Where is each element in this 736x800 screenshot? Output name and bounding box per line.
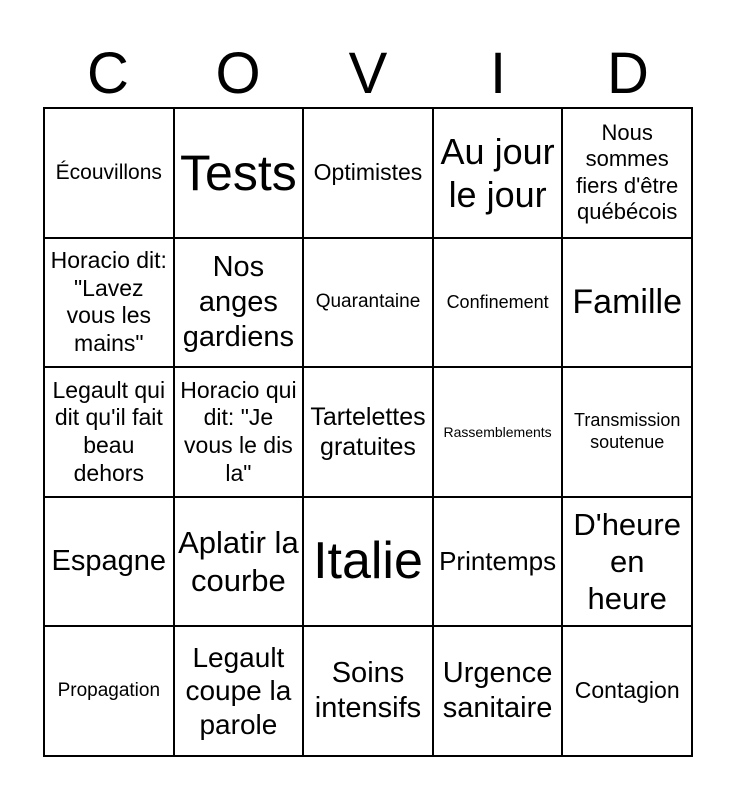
- bingo-cell-label: Rassemblements: [443, 423, 552, 440]
- bingo-cell[interactable]: [433, 367, 563, 497]
- bingo-cell[interactable]: [44, 497, 174, 627]
- bingo-cell[interactable]: [174, 497, 304, 627]
- bingo-cell-label: Urgence sanitaire: [442, 657, 553, 725]
- bingo-cell[interactable]: [562, 626, 692, 756]
- header-letter-i: I: [489, 41, 507, 106]
- bingo-cell-label: Tartelettes gratuites: [310, 402, 426, 461]
- bingo-cell[interactable]: [562, 497, 692, 627]
- bingo-board: [43, 107, 693, 757]
- bingo-cell-label: Nous sommes fiers d'être québécois: [576, 120, 679, 225]
- bingo-cell-label: Soins intensifs: [314, 657, 422, 725]
- bingo-cell-label: Horacio dit: "Lavez vous les mains": [50, 247, 167, 356]
- bingo-cell[interactable]: [44, 367, 174, 497]
- bingo-cell[interactable]: [174, 626, 304, 756]
- bingo-cell[interactable]: [433, 626, 563, 756]
- bingo-cell-label: Propagation: [57, 679, 161, 701]
- bingo-cell-label: Tests: [180, 144, 297, 201]
- bingo-cell[interactable]: [433, 497, 563, 627]
- bingo-cell-label: Confinement: [446, 291, 549, 312]
- bingo-cell-label: Aplatir la courbe: [178, 525, 299, 598]
- bingo-cell-label: Legault qui dit qu'il fait beau dehors: [52, 376, 166, 486]
- bingo-cell-label: Legault coupe la parole: [185, 641, 292, 740]
- header-letter-v: V: [348, 41, 388, 106]
- bingo-cell[interactable]: [562, 367, 692, 497]
- bingo-cell-label: Contagion: [574, 677, 680, 704]
- bingo-header: [43, 40, 693, 108]
- bingo-cell[interactable]: [44, 626, 174, 756]
- bingo-cell[interactable]: [303, 367, 433, 497]
- header-letter-c: C: [87, 41, 129, 106]
- bingo-cell[interactable]: [44, 108, 174, 238]
- bingo-cell[interactable]: [433, 238, 563, 368]
- bingo-cell-label: Horacio qui dit: "Je vous le dis la": [180, 376, 297, 486]
- bingo-cell[interactable]: [303, 497, 433, 627]
- bingo-cell-label: Optimistes: [313, 159, 423, 185]
- bingo-cell-label: Transmission soutenue: [574, 410, 681, 452]
- header-letter-o: O: [215, 41, 261, 106]
- bingo-cell[interactable]: [562, 108, 692, 238]
- bingo-cell[interactable]: [44, 238, 174, 368]
- bingo-cell[interactable]: [174, 108, 304, 238]
- bingo-cell[interactable]: [433, 108, 563, 238]
- bingo-cell[interactable]: [174, 367, 304, 497]
- bingo-cell-label: Printemps: [439, 546, 557, 576]
- bingo-cell[interactable]: [303, 108, 433, 238]
- bingo-cell[interactable]: [303, 626, 433, 756]
- bingo-cell[interactable]: [303, 238, 433, 368]
- bingo-cell-label: Famille: [572, 282, 682, 321]
- bingo-cell[interactable]: [174, 238, 304, 368]
- bingo-cell[interactable]: [562, 238, 692, 368]
- bingo-cell-label: D'heure en heure: [573, 506, 681, 617]
- header-letter-d: D: [607, 41, 649, 106]
- bingo-cell-label: Italie: [313, 532, 423, 591]
- bingo-cell-label: Au jour le jour: [440, 130, 555, 215]
- bingo-cell-label: Quarantaine: [315, 290, 421, 312]
- bingo-cell-label: Écouvillons: [55, 161, 162, 185]
- bingo-cell-label: Nos anges gardiens: [182, 251, 295, 353]
- bingo-cell-label: Espagne: [51, 545, 167, 578]
